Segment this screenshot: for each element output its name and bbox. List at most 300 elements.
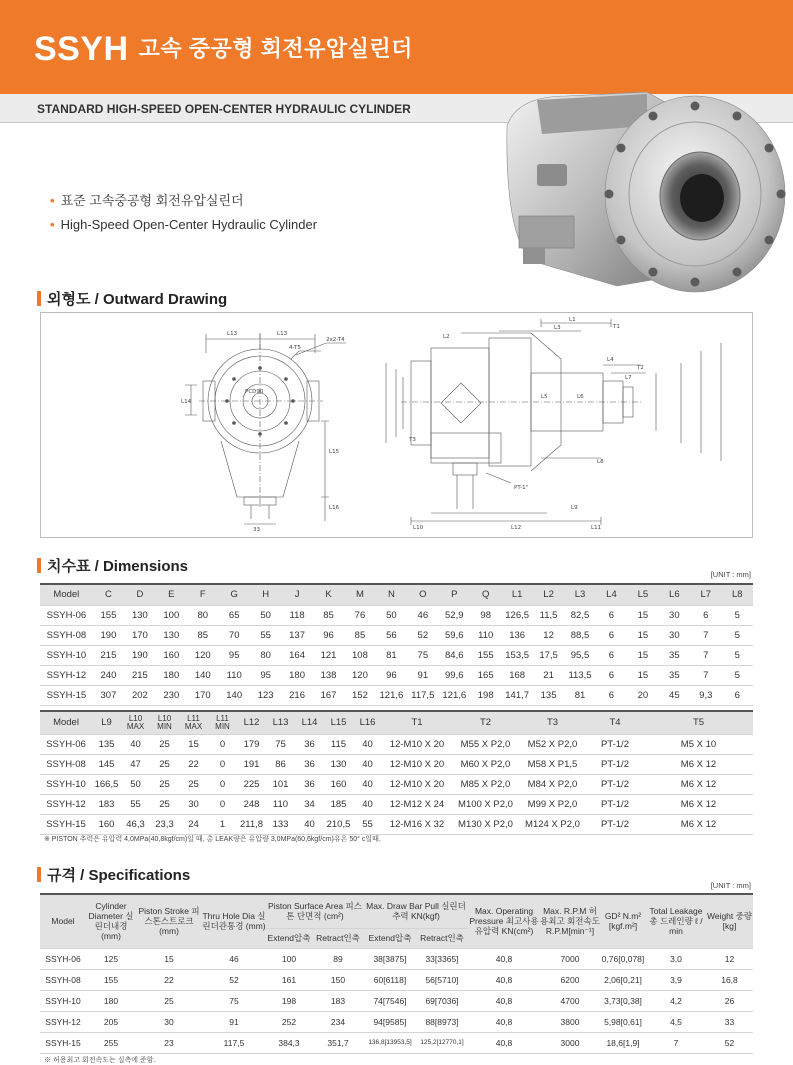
col-max-rpm: Max. R.P.M 허용최고 회전속도 R.P.M[min⁻¹] <box>540 894 600 948</box>
table-row <box>40 665 753 685</box>
table-cell: 99,6 <box>439 665 470 685</box>
table-cell: 4,5 <box>646 1011 706 1032</box>
col-weight: Weight 중량 [kg] <box>706 894 753 948</box>
table-cell: 85 <box>313 605 344 625</box>
table-cell: 40 <box>353 794 382 814</box>
table-cell: 69[7036] <box>416 990 468 1011</box>
table-cell: PT-1/2 <box>586 734 644 754</box>
table-cell: 118 <box>281 605 312 625</box>
table-cell: 185 <box>324 794 353 814</box>
model-cell: SSYH-15 <box>40 685 93 705</box>
table-cell: 81 <box>564 685 595 705</box>
col-retract: Retract인축 <box>416 928 468 948</box>
table-cell: 33[3365] <box>416 948 468 969</box>
table-cell: 150 <box>312 969 364 990</box>
table-cell: 59,6 <box>439 625 470 645</box>
table-cell: PT-1/2 <box>586 774 644 794</box>
table-cell: 55 <box>250 625 281 645</box>
table-cell: 88[8973] <box>416 1011 468 1032</box>
table-cell: 140 <box>187 665 218 685</box>
table-cell: 167 <box>313 685 344 705</box>
table-row <box>40 625 753 645</box>
table-cell: M6 X 12 <box>644 774 753 794</box>
table-header-cell: N <box>376 584 407 605</box>
table-cell: 17,5 <box>533 645 564 665</box>
table-cell: 155 <box>86 969 136 990</box>
table-cell: 145 <box>92 754 121 774</box>
table-cell: 5,98[0,61] <box>600 1011 646 1032</box>
model-cell: SSYH-10 <box>40 990 86 1011</box>
table-cell: 165 <box>470 665 501 685</box>
table-cell: 74[7546] <box>364 990 416 1011</box>
table-cell: 140 <box>218 685 249 705</box>
table-cell: M124 X P2,0 <box>519 814 586 834</box>
table-cell: 25 <box>136 990 202 1011</box>
table-header-cell: L14 <box>295 711 324 734</box>
table-cell: 95,5 <box>564 645 595 665</box>
table-cell: 40,8 <box>468 1011 540 1032</box>
table-cell: 211,8 <box>237 814 266 834</box>
table-cell: 52 <box>202 969 266 990</box>
table-cell: 82,5 <box>564 605 595 625</box>
table-cell: 25 <box>150 794 179 814</box>
table-cell: 40 <box>353 754 382 774</box>
col-surface-area: Piston Surface Area 피스톤 단면적 (cm²) <box>266 894 364 928</box>
table-cell: 164 <box>281 645 312 665</box>
table-header-cell: L11 MAX <box>179 711 208 734</box>
table-header-cell: Model <box>40 711 92 734</box>
table-cell: 95 <box>250 665 281 685</box>
table-cell: 12-M10 X 20 <box>382 754 452 774</box>
table-cell: 5 <box>721 665 753 685</box>
table-cell: 91 <box>407 665 438 685</box>
table-header-cell: T1 <box>382 711 452 734</box>
model-cell: SSYH-12 <box>40 1011 86 1032</box>
table-cell: 5 <box>721 645 753 665</box>
svg-text:L5: L5 <box>541 394 548 400</box>
table-cell: 183 <box>312 990 364 1011</box>
col-model: Model <box>40 894 86 948</box>
table-cell: 166,5 <box>92 774 121 794</box>
table-cell: 135 <box>92 734 121 754</box>
table-cell: 136,8[13953,5] <box>364 1032 416 1053</box>
table-cell: 56[5710] <box>416 969 468 990</box>
table-cell: 215 <box>124 665 155 685</box>
table-cell: PT-1/2 <box>586 794 644 814</box>
table-cell: 307 <box>93 685 124 705</box>
table-cell: 120 <box>187 645 218 665</box>
model-cell: SSYH-10 <box>40 645 93 665</box>
svg-text:L11: L11 <box>591 525 602 531</box>
col-gd2: GD² N.m² [kgf.m²] <box>600 894 646 948</box>
col-extend: Extend압축 <box>266 928 312 948</box>
specifications-table <box>40 893 753 1054</box>
col-extend: Extend압축 <box>364 928 416 948</box>
table-header-cell: Q <box>470 584 501 605</box>
table-cell: 47 <box>121 754 150 774</box>
table-cell: 95 <box>218 645 249 665</box>
table-cell: 130 <box>156 625 187 645</box>
table-cell: 121,6 <box>439 685 470 705</box>
table-cell: 60[6118] <box>364 969 416 990</box>
table-cell: 30 <box>179 794 208 814</box>
product-title: SSYH 고속 중공형 회전유압실린더 <box>34 30 413 68</box>
table-cell: 22 <box>179 754 208 774</box>
table-cell: 40,8 <box>468 990 540 1011</box>
table-cell: 1 <box>208 814 237 834</box>
table-header-cell: F <box>187 584 218 605</box>
table-cell: 5 <box>721 605 753 625</box>
svg-text:2x2-T4: 2x2-T4 <box>326 337 345 343</box>
table-cell: 160 <box>92 814 121 834</box>
table-cell: 120 <box>344 665 375 685</box>
table-cell: 89 <box>312 948 364 969</box>
table-cell: 50 <box>376 605 407 625</box>
table-cell: 52,9 <box>439 605 470 625</box>
unit-label: [UNIT : mm] <box>710 881 751 890</box>
svg-text:L16: L16 <box>329 505 340 511</box>
table-cell: 70 <box>218 625 249 645</box>
table-cell: 205 <box>86 1011 136 1032</box>
table-header-cell: L12 <box>237 711 266 734</box>
table-header-cell: L8 <box>721 584 753 605</box>
table-cell: 161 <box>266 969 312 990</box>
table-cell: 26 <box>706 990 753 1011</box>
product-photo <box>497 86 787 296</box>
table-cell: 123 <box>250 685 281 705</box>
product-title-korean: 고속 중공형 회전유압실린더 <box>138 36 413 61</box>
table-cell: 170 <box>124 625 155 645</box>
table-cell: 117,5 <box>202 1032 266 1053</box>
table-cell: 3,73[0,38] <box>600 990 646 1011</box>
table-cell: 4,2 <box>646 990 706 1011</box>
unit-label: [UNIT : mm] <box>710 570 751 579</box>
table-header-cell: J <box>281 584 312 605</box>
table-cell: 180 <box>86 990 136 1011</box>
table-cell: 130 <box>324 754 353 774</box>
svg-text:L2: L2 <box>443 334 450 340</box>
table-cell: 168 <box>501 665 532 685</box>
table-cell: M84 X P2,0 <box>519 774 586 794</box>
table-cell: 170 <box>187 685 218 705</box>
table-cell: 86 <box>266 754 295 774</box>
table-cell: 15 <box>627 665 658 685</box>
table-cell: 75 <box>202 990 266 1011</box>
svg-text:T1: T1 <box>613 324 620 330</box>
table-cell: 198 <box>470 685 501 705</box>
table-cell: 30 <box>659 605 690 625</box>
section-title-dimensions: 치수표 / Dimensions <box>37 555 188 576</box>
table-cell: 191 <box>237 754 266 774</box>
table-cell: 7000 <box>540 948 600 969</box>
table-cell: 117,5 <box>407 685 438 705</box>
table-header-cell: D <box>124 584 155 605</box>
table-cell: 21 <box>533 665 564 685</box>
table-cell: 101 <box>266 774 295 794</box>
table-row <box>40 969 753 990</box>
table-header-cell: L5 <box>627 584 658 605</box>
table-cell: 141,7 <box>501 685 532 705</box>
table-cell: 55 <box>353 814 382 834</box>
table-cell: 125 <box>86 948 136 969</box>
svg-text:L15: L15 <box>329 449 340 455</box>
table-cell: 215 <box>93 645 124 665</box>
table-cell: 45 <box>659 685 690 705</box>
table-cell: 12 <box>533 625 564 645</box>
svg-text:L6: L6 <box>577 394 584 400</box>
table-cell: 6 <box>690 605 721 625</box>
table-cell: 0,76[0,078] <box>600 948 646 969</box>
table-cell: 40 <box>121 734 150 754</box>
table-cell: M60 X P2,0 <box>452 754 519 774</box>
table-cell: 88,5 <box>564 625 595 645</box>
table-header-cell: L9 <box>92 711 121 734</box>
table-cell: 25 <box>150 734 179 754</box>
table-header-row <box>40 894 753 928</box>
table-cell: 81 <box>376 645 407 665</box>
table-cell: 6 <box>596 625 627 645</box>
table-cell: 153,5 <box>501 645 532 665</box>
table-header-cell: L16 <box>353 711 382 734</box>
outward-drawing <box>40 312 753 538</box>
table-row <box>40 754 753 774</box>
table-row <box>40 774 753 794</box>
table-cell: 110 <box>266 794 295 814</box>
table-cell: 50 <box>121 774 150 794</box>
table-cell: 2,06[0,21] <box>600 969 646 990</box>
table-cell: 7 <box>690 625 721 645</box>
table-cell: 6200 <box>540 969 600 990</box>
table-cell: 6 <box>596 665 627 685</box>
svg-text:4-T5: 4-T5 <box>289 345 301 351</box>
model-cell: SSYH-12 <box>40 665 93 685</box>
table-cell: 15 <box>179 734 208 754</box>
col-total-leakage: Total Leakage 총 드레인량 ℓ / min <box>646 894 706 948</box>
table-cell: 76 <box>344 605 375 625</box>
table-cell: 12-M10 X 20 <box>382 774 452 794</box>
table-cell: 75 <box>407 645 438 665</box>
table-cell: 179 <box>237 734 266 754</box>
table-cell: 35 <box>659 645 690 665</box>
table-cell: 15 <box>136 948 202 969</box>
table-cell: 121,6 <box>376 685 407 705</box>
svg-text:PT-1": PT-1" <box>514 485 529 491</box>
table-cell: 7 <box>646 1032 706 1053</box>
table-cell: 56 <box>376 625 407 645</box>
table-cell: 133 <box>266 814 295 834</box>
table-cell: M58 X P1,5 <box>519 754 586 774</box>
table-cell: 138 <box>313 665 344 685</box>
table-row <box>40 814 753 834</box>
table-cell: 50 <box>250 605 281 625</box>
table-cell: 85 <box>344 625 375 645</box>
table-cell: 110 <box>470 625 501 645</box>
table-header-cell: Model <box>40 584 93 605</box>
table-cell: 100 <box>156 605 187 625</box>
table-cell: 18,6[1,9] <box>600 1032 646 1053</box>
table-cell: 126,5 <box>501 605 532 625</box>
table-cell: 252 <box>266 1011 312 1032</box>
model-cell: SSYH-08 <box>40 625 93 645</box>
col-operating-pressure: Max. Operating Pressure 최고사용유압력 KN(cm²) <box>468 894 540 948</box>
table-cell: 33 <box>706 1011 753 1032</box>
dimensions-note: ※ PISTON 추력은 유압력 4,0MPa(40,8kgf/cm)일 때, 총 LEAK량은 유압량 3,0MPa(60,6kgf/cm)유온 50° c일때. <box>44 836 381 843</box>
table-cell: 30 <box>659 625 690 645</box>
table-cell: 25 <box>150 774 179 794</box>
table-header-cell: L15 <box>324 711 353 734</box>
table-cell: 65 <box>218 605 249 625</box>
table-cell: 38[3875] <box>364 948 416 969</box>
svg-text:L4: L4 <box>607 357 614 363</box>
table-cell: 0 <box>208 734 237 754</box>
feature-item: • High-Speed Open-Center Hydraulic Cylinder <box>50 217 318 232</box>
table-header-row <box>40 711 753 734</box>
technical-drawing <box>41 313 752 537</box>
table-cell: M5 X 10 <box>644 734 753 754</box>
table-cell: 135 <box>533 685 564 705</box>
svg-text:T2: T2 <box>637 365 644 371</box>
table-row <box>40 605 753 625</box>
table-cell: 36 <box>295 754 324 774</box>
feature-item: • 표준 고속중공형 회전유압실린더 <box>50 193 244 208</box>
svg-text:L10: L10 <box>413 525 424 531</box>
table-cell: 20 <box>627 685 658 705</box>
table-header-cell: L3 <box>564 584 595 605</box>
section-title-drawing: 외형도 / Outward Drawing <box>37 288 227 309</box>
table-header-cell: L11 MIN <box>208 711 237 734</box>
table-cell: 40 <box>353 774 382 794</box>
table-cell: 85 <box>187 625 218 645</box>
table-cell: 12-M16 X 32 <box>382 814 452 834</box>
table-row <box>40 685 753 705</box>
table-cell: 202 <box>124 685 155 705</box>
table-header-cell: L10 MAX <box>121 711 150 734</box>
table-cell: 12-M10 X 20 <box>382 734 452 754</box>
table-cell: 108 <box>344 645 375 665</box>
table-cell: 55 <box>121 794 150 814</box>
svg-text:L12: L12 <box>511 525 522 531</box>
section-title-specifications: 규격 / Specifications <box>37 864 190 885</box>
table-cell: 240 <box>93 665 124 685</box>
table-cell: PT-1/2 <box>586 754 644 774</box>
table-cell: M100 X P2,0 <box>452 794 519 814</box>
table-cell: 40,8 <box>468 969 540 990</box>
table-cell: 155 <box>93 605 124 625</box>
table-cell: 351,7 <box>312 1032 364 1053</box>
table-cell: 36 <box>295 774 324 794</box>
table-row <box>40 990 753 1011</box>
table-cell: 190 <box>93 625 124 645</box>
svg-text:L8: L8 <box>597 459 604 465</box>
table-cell: 9,3 <box>690 685 721 705</box>
table-cell: 152 <box>344 685 375 705</box>
table-cell: 25 <box>179 774 208 794</box>
table-cell: 34 <box>295 794 324 814</box>
table-cell: M130 X P2,0 <box>452 814 519 834</box>
model-cell: SSYH-10 <box>40 774 92 794</box>
table-cell: 80 <box>250 645 281 665</box>
table-cell: 225 <box>237 774 266 794</box>
table-cell: 6 <box>721 685 753 705</box>
table-cell: 94[9585] <box>364 1011 416 1032</box>
model-cell: SSYH-06 <box>40 605 93 625</box>
dimensions-table-2 <box>40 710 753 835</box>
table-header-cell: T2 <box>452 711 519 734</box>
table-cell: 16,8 <box>706 969 753 990</box>
table-header-cell: C <box>93 584 124 605</box>
table-cell: 35 <box>659 665 690 685</box>
model-cell: SSYH-06 <box>40 734 92 754</box>
table-header-cell: T4 <box>586 711 644 734</box>
model-cell: SSYH-12 <box>40 794 92 814</box>
dimensions-table-1 <box>40 583 753 706</box>
table-cell: 384,3 <box>266 1032 312 1053</box>
table-cell: 180 <box>281 665 312 685</box>
svg-text:33: 33 <box>253 527 260 533</box>
col-cylinder-diameter: Cylinder Diameter 실린더내경 (mm) <box>86 894 136 948</box>
table-row <box>40 794 753 814</box>
table-cell: 12 <box>706 948 753 969</box>
table-cell: 22 <box>136 969 202 990</box>
table-cell: M6 X 12 <box>644 814 753 834</box>
table-cell: 136 <box>501 625 532 645</box>
table-cell: 15 <box>627 625 658 645</box>
table-header-cell: T5 <box>644 711 753 734</box>
table-header-cell: E <box>156 584 187 605</box>
svg-text:L7: L7 <box>625 375 632 381</box>
svg-text:T3: T3 <box>409 437 416 443</box>
table-cell: M55 X P2,0 <box>452 734 519 754</box>
table-cell: 180 <box>156 665 187 685</box>
feature-list <box>50 189 317 237</box>
model-cell: SSYH-06 <box>40 948 86 969</box>
model-cell: SSYH-08 <box>40 754 92 774</box>
table-cell: 15 <box>627 605 658 625</box>
table-cell: 183 <box>92 794 121 814</box>
table-cell: 80 <box>187 605 218 625</box>
table-cell: M99 X P2,0 <box>519 794 586 814</box>
svg-text:L3: L3 <box>554 325 561 331</box>
table-header-cell: K <box>313 584 344 605</box>
svg-text:L9: L9 <box>571 505 578 511</box>
table-row <box>40 948 753 969</box>
table-cell: 7 <box>690 645 721 665</box>
table-cell: 15 <box>627 645 658 665</box>
table-cell: 7 <box>690 665 721 685</box>
table-cell: 36 <box>295 734 324 754</box>
table-cell: 100 <box>266 948 312 969</box>
table-row <box>40 734 753 754</box>
table-row <box>40 1032 753 1053</box>
table-cell: 52 <box>407 625 438 645</box>
table-cell: 137 <box>281 625 312 645</box>
model-cell: SSYH-15 <box>40 1032 86 1053</box>
table-cell: 84,6 <box>439 645 470 665</box>
table-cell: 6 <box>596 605 627 625</box>
table-cell: 75 <box>266 734 295 754</box>
col-retract: Retract인축 <box>312 928 364 948</box>
table-cell: 6 <box>596 685 627 705</box>
table-cell: 96 <box>376 665 407 685</box>
table-cell: 12-M12 X 24 <box>382 794 452 814</box>
table-cell: M6 X 12 <box>644 754 753 774</box>
header-band <box>0 0 793 94</box>
table-cell: PT-1/2 <box>586 814 644 834</box>
table-header-cell: H <box>250 584 281 605</box>
table-cell: 40 <box>295 814 324 834</box>
table-cell: 3800 <box>540 1011 600 1032</box>
table-cell: 5 <box>721 625 753 645</box>
